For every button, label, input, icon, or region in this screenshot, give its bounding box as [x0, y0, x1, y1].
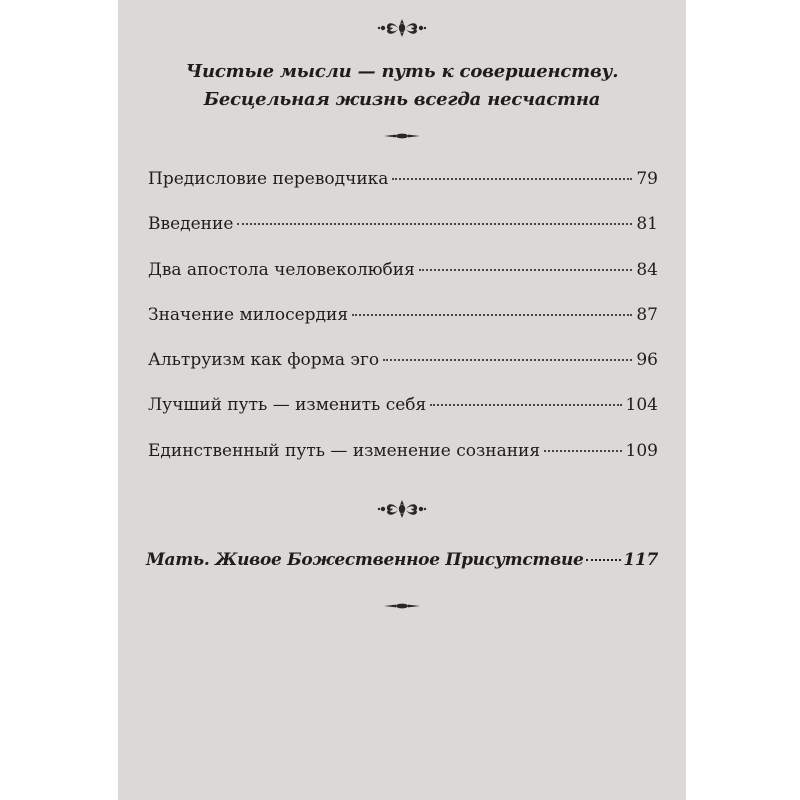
- section-title-line-2: Бесцельная жизнь всегда несчастна: [203, 89, 601, 110]
- book-page: [118, 0, 686, 800]
- dot-leader: [586, 559, 622, 561]
- toc-entry-title: Альтруизм как форма эго: [148, 350, 380, 371]
- toc-entry-page: 84: [636, 259, 658, 280]
- toc-entry-title: Значение милосердия: [148, 304, 349, 325]
- section-title: [118, 58, 686, 114]
- toc-entry-page: 87: [636, 304, 658, 325]
- toc-entry-page: 81: [636, 214, 658, 235]
- dot-leader: [383, 359, 632, 361]
- toc-entry[interactable]: [148, 395, 658, 440]
- toc-final-page: 117: [623, 550, 658, 570]
- line-divider-icon: [118, 601, 686, 611]
- toc-final-title: Мать. Живое Божественное Присутствие: [146, 550, 584, 570]
- toc-entry-title: Предисловие переводчика: [148, 169, 389, 189]
- toc-entry-title: Единственный путь — изменение сознания: [148, 440, 541, 461]
- floral-ornament-icon: [118, 16, 686, 40]
- floral-ornament-icon: [118, 497, 686, 521]
- toc-final-entry[interactable]: [146, 550, 658, 570]
- section-title-line-1: Чистые мысли — путь к совершенству.: [185, 61, 619, 82]
- toc-entry-title: Лучший путь — изменить себя: [148, 395, 427, 416]
- toc-entry[interactable]: [148, 214, 658, 259]
- toc-entry-page: 79: [636, 169, 658, 189]
- dot-leader: [392, 178, 632, 180]
- dot-leader: [237, 223, 632, 225]
- toc-entry[interactable]: [148, 441, 658, 486]
- dot-leader: [419, 269, 633, 271]
- dot-leader: [352, 314, 632, 316]
- line-divider-icon: [118, 131, 686, 141]
- dot-leader: [544, 450, 621, 452]
- toc-entry-title: Введение: [148, 214, 234, 235]
- dot-leader: [430, 404, 621, 406]
- toc-entry[interactable]: [148, 305, 658, 350]
- toc-entry-page: 109: [625, 440, 658, 461]
- toc-entry-page: 96: [636, 350, 658, 371]
- toc-entry[interactable]: [148, 260, 658, 305]
- toc-entry-title: Два апостола человеколюбия: [148, 259, 415, 280]
- toc-entry-page: 104: [625, 395, 658, 416]
- toc-entry[interactable]: [148, 350, 658, 395]
- toc-entry[interactable]: [148, 169, 658, 214]
- table-of-contents: [148, 169, 658, 486]
